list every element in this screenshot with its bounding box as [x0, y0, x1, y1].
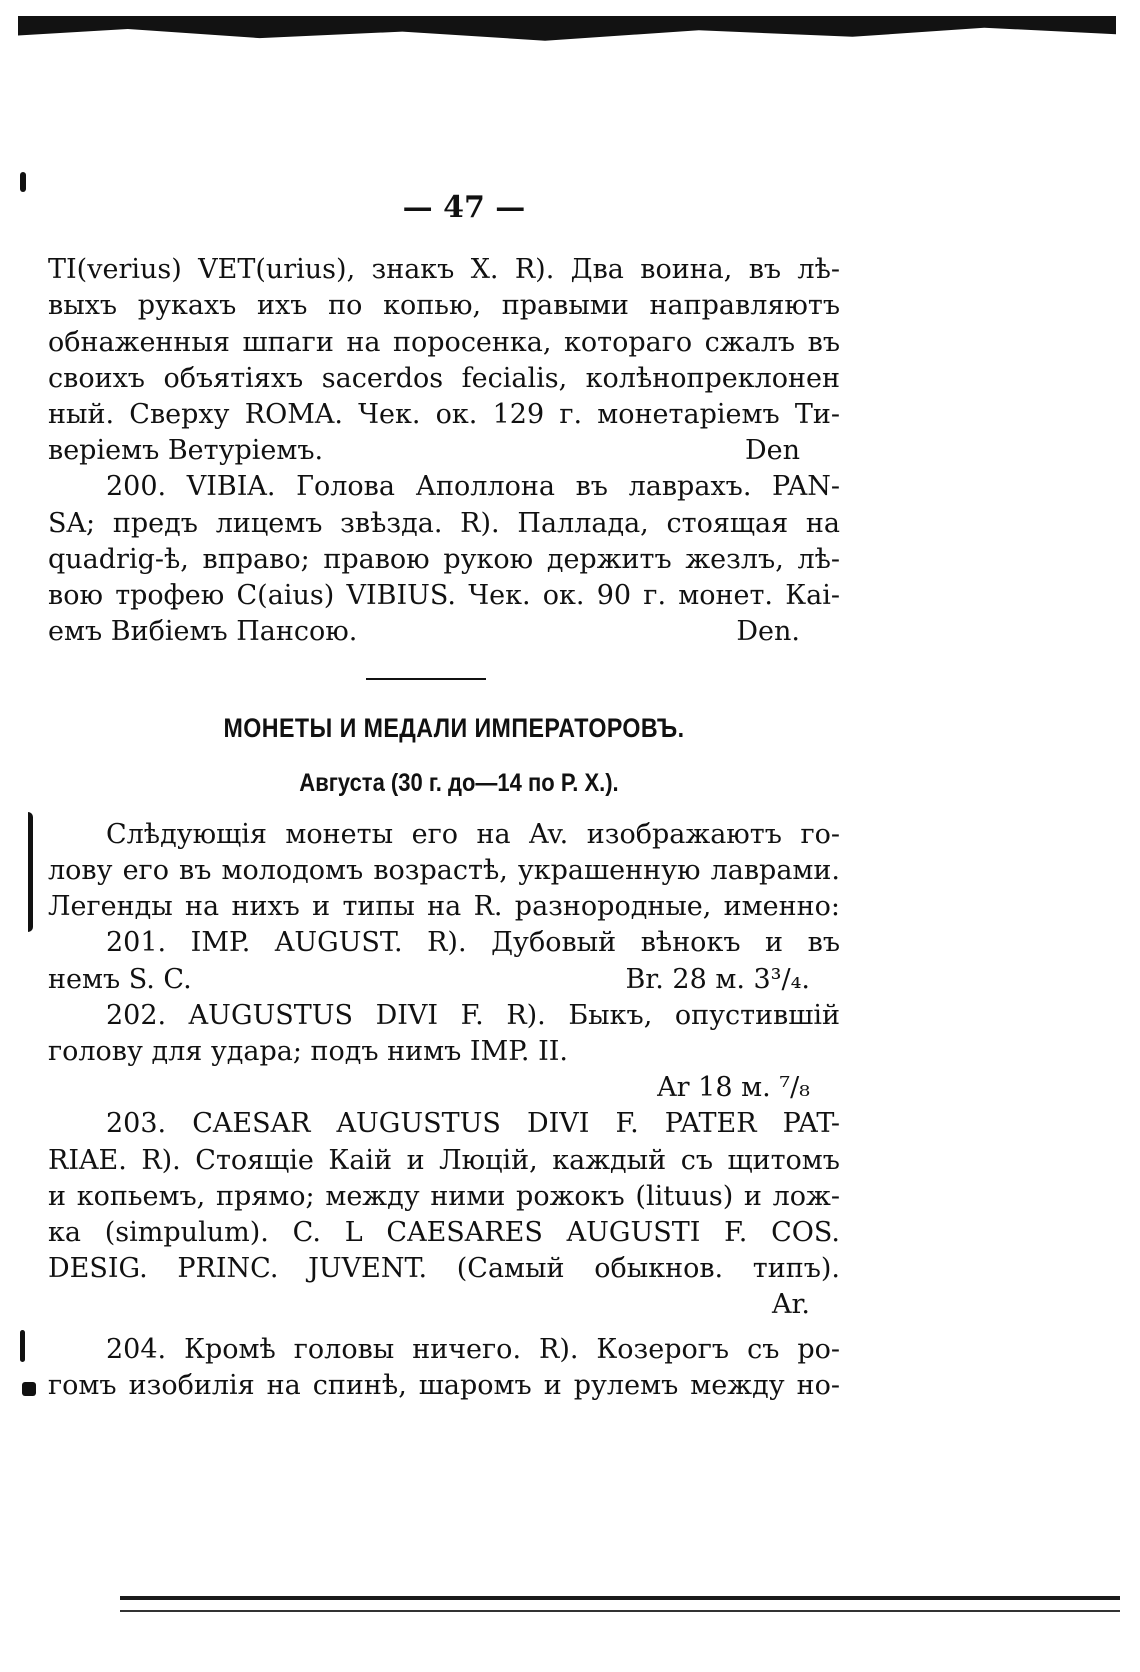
book-page [48, 190, 840, 1404]
scan-edge-mark [22, 1382, 36, 1396]
scan-bottom-border [120, 1596, 1120, 1600]
text-line: TI(verius) VET(urius), знакъ X. R). Два воина, въ лѣ- [48, 254, 840, 286]
text-fragment: емъ Вибіемъ Пансою. [48, 616, 358, 648]
spacer [48, 1324, 840, 1332]
section-heading: МОНЕТЫ И МЕДАЛИ ИМПЕРАТОРОВЪ. [223, 713, 685, 744]
text-line: гомъ изобилія на спинѣ, шаромъ и рулемъ между но- [48, 1369, 840, 1401]
text-line-with-value [48, 433, 840, 469]
denomination-label: Br. 28 м. 3³/₄. [625, 963, 810, 995]
denomination-label: Ar. [771, 1289, 810, 1321]
text-line: своихъ объятіяхъ sacerdos fecialis, колѣнопреклонен [48, 362, 840, 394]
denomination-label: Den. [736, 616, 800, 648]
scan-edge-mark [20, 172, 26, 192]
entry-204 [48, 1332, 840, 1404]
text-line: и копьемъ, прямо; между ними рожокъ (lituus) и лож- [48, 1180, 840, 1212]
entry-201 [48, 925, 840, 997]
text-line [48, 1034, 840, 1070]
denomination-label: Den [744, 435, 800, 467]
text-line: обнаженныя шпаги на поросенка, котораго сжалъ въ [48, 326, 840, 358]
text-line: DESIG. PRINC. JUVENT. (Самый обыкнов. типъ). [48, 1253, 840, 1285]
scan-bottom-border [120, 1610, 1120, 1612]
text-line: SA; предъ лицемъ звѣзда. R). Паллада, стоящая на [48, 507, 840, 539]
paragraph-tiberius [48, 252, 840, 469]
text-line-with-value [48, 614, 840, 650]
text-line: 200. VIBIA. Голова Аполлона въ лаврахъ. PAN- [106, 471, 840, 503]
sub-heading: Августа (30 г. до—14 по Р. Х.). [299, 768, 619, 797]
page-number: — 47 — [402, 190, 526, 225]
entry-203 [48, 1106, 840, 1323]
intro-paragraph [48, 817, 840, 926]
text-line: Слѣдующія монеты его на Av. изображаютъ го- [106, 818, 840, 850]
text-line: 201. IMP. AUGUST. R). Дубовый вѣнокъ и въ [106, 927, 840, 959]
text-line: 204. Кромѣ головы ничего. R). Козерогъ съ ро- [106, 1333, 840, 1365]
text-fragment: веріемъ Ветуріемъ. [48, 435, 324, 467]
text-line-with-value [48, 962, 840, 998]
text-line: 202. AUGUSTUS DIVI F. R). Быкъ, опустившій [106, 999, 840, 1031]
scan-top-border [18, 16, 1116, 42]
text-line: вою трофею C(aius) VIBIUS. Чек. ок. 90 г. монет. Каі- [48, 580, 840, 612]
section-divider [366, 678, 486, 680]
text-line: ный. Сверху ROMA. Чек. ок. 129 г. монетаріемъ Ти- [48, 399, 840, 431]
entry-202 [48, 998, 840, 1107]
scan-edge-mark [28, 812, 33, 932]
entry-200 [48, 469, 840, 650]
text-line: выхъ рукахъ ихъ по копью, правыми направляютъ [48, 290, 840, 322]
scan-edge-mark [20, 1330, 25, 1362]
text-line: quadrig-ѣ, вправо; правою рукою держитъ жезлъ, лѣ- [48, 543, 840, 575]
text-line: ка (simpulum). C. L CAESARES AUGUSTI F. COS. [48, 1217, 840, 1249]
text-line: Легенды на нихъ и типы на R. разнородные, именно: [48, 891, 840, 923]
denomination-label: Ar 18 м. ⁷/₈ [657, 1072, 810, 1104]
text-line: 203. CAESAR AUGUSTUS DIVI F. PATER PAT- [106, 1108, 840, 1140]
text-fragment: голову для удара; подъ нимъ IMP. II. [48, 1036, 569, 1068]
text-line: RIAE. R). Стоящіе Каій и Люцій, каждый съ щитомъ [48, 1144, 840, 1176]
text-line: лову его въ молодомъ возрастѣ, украшенную лаврами. [48, 855, 840, 887]
text-fragment: немъ S. C. [48, 963, 192, 995]
